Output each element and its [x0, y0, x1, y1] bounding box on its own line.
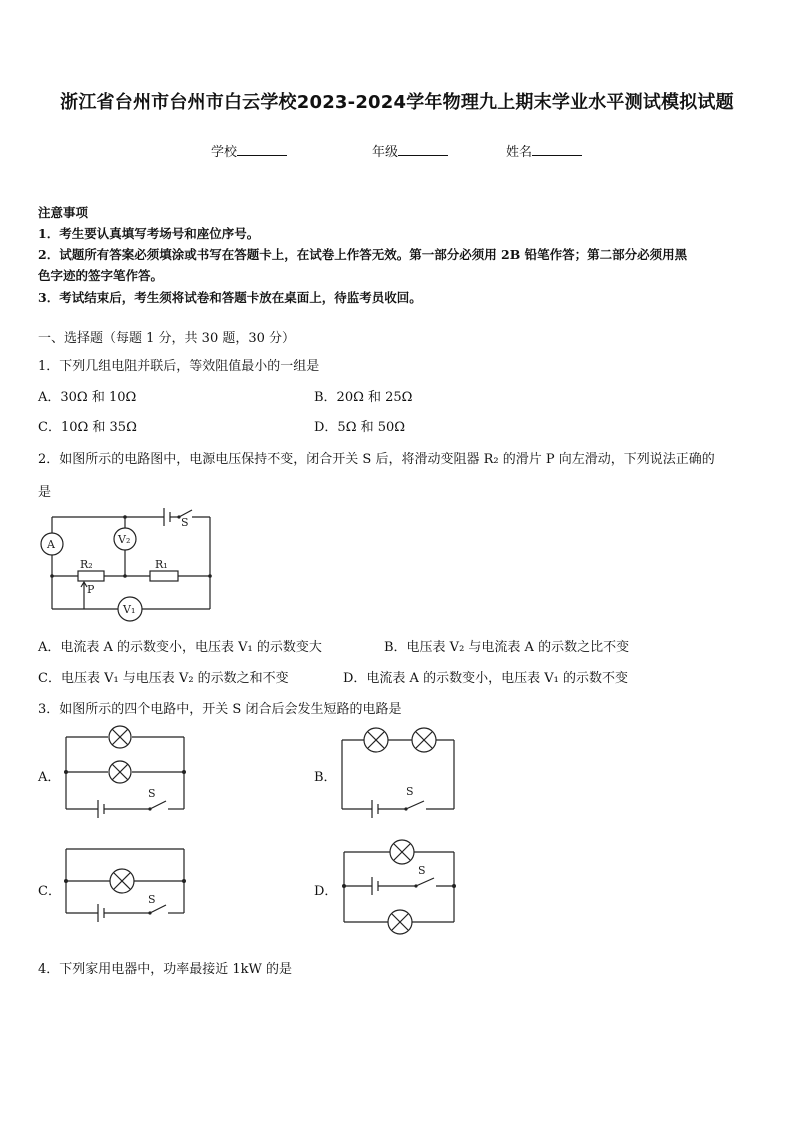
q2-switch-label: S	[181, 516, 189, 529]
notice-item: 1．考生要认真填写考场号和座位序号。	[38, 226, 260, 241]
name-field[interactable]	[506, 141, 582, 160]
q2-option-c[interactable]: C．电压表 V₁ 与电压表 V₂ 的示数之和不变	[38, 671, 289, 686]
lamp-icon	[390, 840, 414, 864]
q3-label-b[interactable]: B．	[314, 770, 337, 785]
question-1-stem: 1．下列几组电阻并联后，等效阻值最小的一组是	[38, 359, 320, 374]
lamp-icon	[109, 761, 131, 783]
notice-heading: 注意事项	[38, 205, 89, 220]
grade-label: 年级	[372, 145, 399, 160]
q2-option-a[interactable]: A．电流表 A 的示数变小，电压表 V₁ 的示数变大	[38, 640, 322, 655]
notice-item: 3．考试结束后，考生须将试卷和答题卡放在桌面上，待监考员收回。	[38, 290, 422, 305]
lamp-icon	[110, 869, 134, 893]
svg-text:S: S	[406, 785, 414, 798]
q2-option-d[interactable]: D．电流表 A 的示数变小，电压表 V₁ 的示数不变	[343, 671, 628, 686]
section-heading: 一、选择题（每题 1 分，共 30 题，30 分）	[38, 331, 296, 346]
q3-label-d[interactable]: D．	[314, 884, 338, 899]
q1-option-c[interactable]: C．10Ω 和 35Ω	[38, 420, 137, 435]
question-3-stem: 3．如图所示的四个电路中，开关 S 闭合后会发生短路的电路是	[38, 702, 402, 717]
q3-circuit-d[interactable]	[336, 838, 461, 928]
slider-label: P	[87, 583, 95, 596]
lamp-icon	[109, 726, 131, 748]
q1-option-b[interactable]: B．20Ω 和 25Ω	[314, 390, 413, 405]
r1-label: R₁	[155, 558, 168, 571]
q3-circuit-c[interactable]	[60, 845, 190, 920]
r2-label: R₂	[80, 558, 93, 571]
q3-circuit-b[interactable]	[336, 725, 461, 820]
school-field[interactable]	[211, 141, 287, 160]
v2-label: V₂	[118, 533, 131, 546]
svg-text:S: S	[418, 864, 426, 877]
exam-title: 浙江省台州市台州市白云学校2023-2024学年物理九上期末学业水平测试模拟试题	[60, 92, 734, 113]
q2-option-b[interactable]: B．电压表 V₂ 与电流表 A 的示数之比不变	[384, 640, 630, 655]
v1-label: V₁	[123, 603, 136, 616]
ammeter-icon	[41, 533, 63, 555]
notice-item: 色字迹的签字笔作答。	[38, 268, 164, 283]
question-2-stem-cont: 是	[38, 485, 52, 500]
name-label: 姓名	[506, 145, 533, 160]
lamp-icon	[364, 728, 388, 752]
q1-option-d[interactable]: D．5Ω 和 50Ω	[314, 420, 406, 435]
school-label: 学校	[211, 145, 238, 160]
q3-label-c[interactable]: C．	[38, 884, 61, 899]
svg-text:S: S	[148, 787, 156, 800]
q3-circuit-a[interactable]	[60, 725, 190, 820]
question-4-stem: 4．下列家用电器中，功率最接近 1kW 的是	[38, 962, 293, 977]
voltmeter-v1-icon	[118, 597, 142, 621]
question-2-stem: 2．如图所示的电路图中，电源电压保持不变，闭合开关 S 后，将滑动变阻器 R₂ 的滑片 P 向左滑动，下列说法正确的	[38, 452, 715, 467]
q1-option-a[interactable]: A．30Ω 和 10Ω	[38, 390, 137, 405]
lamp-icon	[388, 910, 412, 934]
q3-label-a[interactable]: A．	[38, 770, 61, 785]
svg-text:S: S	[148, 893, 156, 906]
grade-field[interactable]	[372, 141, 448, 160]
notice-item: 2．试题所有答案必须填涂或书写在答题卡上，在试卷上作答无效。第一部分必须用 2B 铅笔作答；第二部分必须用黑	[38, 247, 688, 262]
q2-circuit-diagram	[38, 505, 228, 620]
lamp-icon	[412, 728, 436, 752]
ammeter-label: A	[47, 538, 55, 551]
voltmeter-v2-icon	[114, 528, 136, 550]
